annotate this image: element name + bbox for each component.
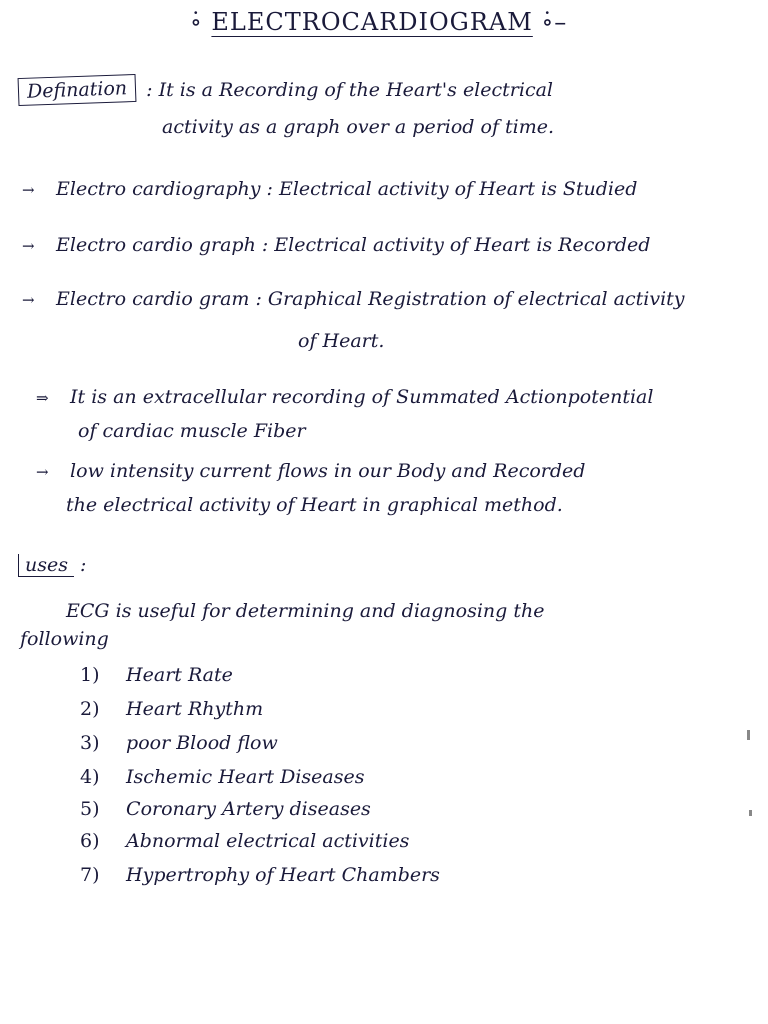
paper-mark [747,730,750,740]
definition-line-1 [18,76,553,104]
list-text: Coronary Artery diseases [126,798,371,820]
list-number: 6) [80,830,100,852]
list-number: 3) [80,732,100,754]
list-text: Heart Rate [126,664,233,686]
arrow-icon: → [36,463,49,481]
uses-label: uses [18,554,74,577]
list-text: poor Blood flow [126,732,278,754]
term-text: Electro cardio graph : Electrical activity of Heart is Recorded [56,234,651,256]
title-suffix: ∘̇– [541,8,568,36]
term-electrocardiography [22,178,637,200]
arrow-icon: → [22,181,35,199]
uses-heading [18,554,86,577]
list-item [80,732,278,754]
note-current [36,460,585,482]
list-item [80,798,371,820]
arrow-icon: → [22,237,35,255]
term-text: Electro cardiography : Electrical activity of Heart is Studied [56,178,638,200]
list-item [80,830,409,852]
definition-text-2: activity as a graph over a period of time. [162,116,555,138]
list-number: 5) [80,798,100,820]
note-text: of cardiac muscle Fiber [78,420,306,442]
page-title [190,8,567,36]
note-text: the electrical activity of Heart in graphical method. [66,494,563,516]
list-item [80,698,263,720]
uses-intro-text: following [20,628,109,650]
note-current-cont [66,494,563,516]
list-item [80,864,440,886]
term-electrocardiogram-cont [298,330,384,352]
list-number: 1) [80,664,100,686]
term-text: Electro cardio gram : Graphical Registration of electrical activity [56,288,685,310]
list-text: Heart Rhythm [126,698,264,720]
list-number: 7) [80,864,100,886]
uses-intro-text: ECG is useful for determining and diagnosing the [66,600,545,622]
list-item [80,664,233,686]
term-text: of Heart. [298,330,385,352]
term-electrocardiogram [22,288,685,310]
definition-text-1: : It is a Recording of the Heart's electrical [146,79,553,101]
note-extracellular [36,386,653,408]
term-electrocardiograph [22,234,650,256]
definition-label: Defination [18,74,137,106]
list-text: Abnormal electrical activities [126,830,410,852]
note-text: low intensity current flows in our Body and Recorded [70,460,586,482]
list-number: 2) [80,698,100,720]
arrow-icon: → [22,291,35,309]
note-extracellular-cont [78,420,306,442]
note-text: It is an extracellular recording of Summated Actionpotential [70,386,654,408]
list-item [80,766,364,788]
uses-intro-1 [66,600,544,622]
uses-intro-2 [20,628,109,650]
title-prefix: ∘̇ [190,8,203,36]
definition-line-2 [162,116,554,138]
list-number: 4) [80,766,100,788]
double-arrow-icon: ⇒ [36,389,49,407]
paper-mark [749,810,752,816]
uses-colon: : [80,554,87,576]
list-text: Hypertrophy of Heart Chambers [126,864,440,886]
list-text: Ischemic Heart Diseases [126,766,365,788]
title-text: ELECTROCARDIOGRAM [211,8,533,36]
